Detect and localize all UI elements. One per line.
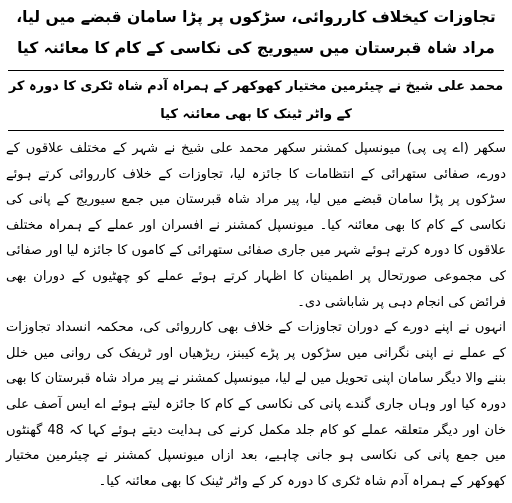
headline: تجاوزات کیخلاف کارروائی، سڑکوں پر پڑا سامان قبضے میں لیا، مراد شاہ قبرستان میں سیوریج کی نکاسی کے کام کا معائنہ کیا <box>16 8 496 57</box>
divider-line <box>8 70 504 71</box>
subheadline: محمد علی شیخ نے چیئرمین مختیار کھوکھر کے ہمراہ آدم شاہ ٹکری کا دورہ کر کے واٹر ٹینک کا بھی معائنہ کیا <box>8 79 504 122</box>
article-body <box>6 136 506 494</box>
article-paragraph: سکھر (اے پی پی) میونسپل کمشنر سکھر محمد علی شیخ نے شہر کے مختلف علاقوں کے دورے، صفائی ستھرائی کے انتظامات کا جائزہ لیا، تجاوزات کے خلاف کارروائی کرتے ہوئے سڑکوں پر پڑا سامان قبضے میں لیا، پیر مراد شاہ قبرستان میں جمع سیوریج کے پانی کی نکاسی کے کام کا بھی معائنہ کیا۔ میونسپل کمشنر نے افسران اور عملے کے ہمراہ مختلف علاقوں کا دورہ کرتے ہوئے شہر میں جاری صفائی ستھرائی کے کاموں کا جائزہ لیا اور صفائی کی مجموعی صورتحال پر اطمینان کا اظہار کرتے ہوئے عملے کو چھٹیوں کے دوران بھی فرائض کی انجام دہی پر شاباشی دی۔ <box>6 141 507 310</box>
divider-line-thin <box>8 130 504 131</box>
article-paragraph: انہوں نے اپنے دورے کے دوران تجاوزات کے خلاف بھی کارروائی کی، محکمہ انسداد تجاوزات کے عملے نے اپنی نگرانی میں سڑکوں پر پڑے کیبنز، ریڑھیاں اور ٹریفک کی روانی میں خلل بننے والا دیگر سامان اپنی تحویل میں لے لیا، میونسپل کمشنر نے پیر مراد شاہ قبرستان کا بھی دورہ کیا اور وہاں جاری گندے پانی کی نکاسی کے کام کا جائزہ لیتے ہوئے اے ایس آصف علی خان اور دیگر متعلقہ عملے کو کام جلد مکمل کرنے کی ہدایت دیتے ہوئے کہا کہ 48 گھنٹوں میں جمع پانی کی نکاسی ہو جانی چاہیے، بعد ازاں میونسپل کمشنر نے چیئرمین مختیار کھوکھر کے ہمراہ آدم شاہ ٹکری کا دورہ کر کے واٹر ٹینک کا بھی معائنہ کیا۔ <box>6 320 506 489</box>
